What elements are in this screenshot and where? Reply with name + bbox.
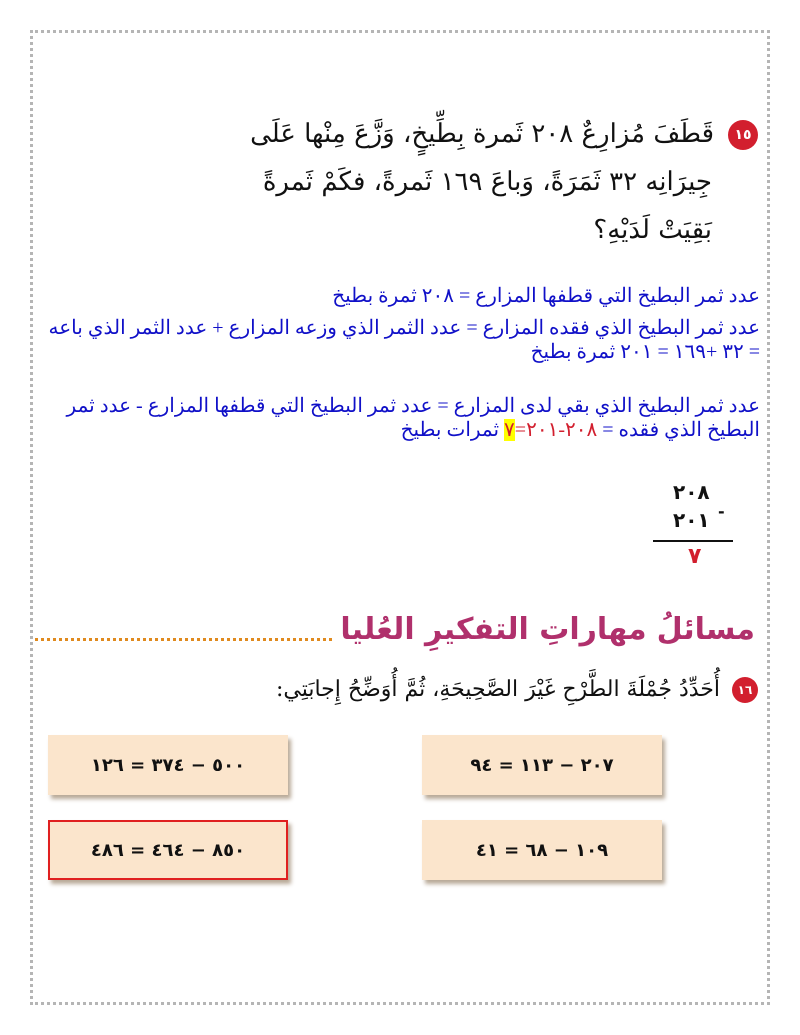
minus-sign: - xyxy=(718,502,725,521)
section-title-part-1: مسائلُ xyxy=(656,612,755,647)
answer-result-highlight: ٧ xyxy=(504,419,515,441)
subtraction-card-2: ٥٠٠ − ٣٧٤ = ١٢٦ xyxy=(48,735,288,795)
question-16-number-badge: ١٦ xyxy=(732,677,758,703)
question-16-text: أُحَدِّدُ جُمْلَةَ الطَّرْحِ غَيْرَ الصَّحِيحَةِ، ثُمَّ أُوَضِّحُ إِجابَتِي: xyxy=(275,677,720,702)
difference: ٧ xyxy=(688,544,702,569)
question-15-text-1: قَطَفَ مُزارِعٌ ٢٠٨ ثَمرة بِطِّيخٍ، وَزَّعَ مِنْها عَلَى xyxy=(250,119,714,149)
answer-line-2: عدد ثمر البطيخ الذي فقده المزارع = عدد الثمر الذي وزعه المزارع + عدد الثمر الذي باعه = ٣٢ +١٦٩ = ٢٠١ ثمرة بطيخ xyxy=(48,317,760,363)
subtraction-card-1: ٢٠٧ − ١١٣ = ٩٤ xyxy=(422,735,662,795)
question-15-line-3: بَقِيَتْ لَدَيْهِ؟ xyxy=(593,215,712,245)
question-15-number-badge: ١٥ xyxy=(728,120,758,150)
subtrahend: ٢٠١ xyxy=(673,508,710,532)
minuend: ٢٠٨ xyxy=(673,480,710,504)
section-heading xyxy=(35,612,755,647)
answer-line-3-text: عدد ثمر البطيخ الذي بقي لدى المزارع = عدد ثمر البطيخ التي قطفها المزارع - عدد ثمر البطيخ الذي فقده = xyxy=(66,395,760,441)
answer-expression: ٢٠٨-٢٠١= xyxy=(514,419,598,441)
question-16 xyxy=(38,672,758,708)
question-15-line-1 xyxy=(58,110,758,158)
section-title-part-2: مهاراتِ التفكيرِ العُليا xyxy=(340,612,647,647)
result-line xyxy=(653,540,733,542)
answer-line-3-unit: ثمرات بطيخ xyxy=(400,419,505,441)
answer-line-3 xyxy=(40,394,760,442)
subtraction-card-3: ١٠٩ − ٦٨ = ٤١ xyxy=(422,820,662,880)
dotted-rule xyxy=(35,618,332,641)
answer-line-1: عدد ثمر البطيخ التي قطفها المزارع = ٢٠٨ ثمرة بطيخ xyxy=(332,285,760,307)
subtraction-card-4-incorrect: ٨٥٠ − ٤٦٤ = ٤٨٦ xyxy=(48,820,288,880)
question-15-line-2: جِيرَانِه ٣٢ ثَمَرَةً، وَباعَ ١٦٩ ثَمرةً، فكَمْ ثَمرةً xyxy=(262,167,712,197)
